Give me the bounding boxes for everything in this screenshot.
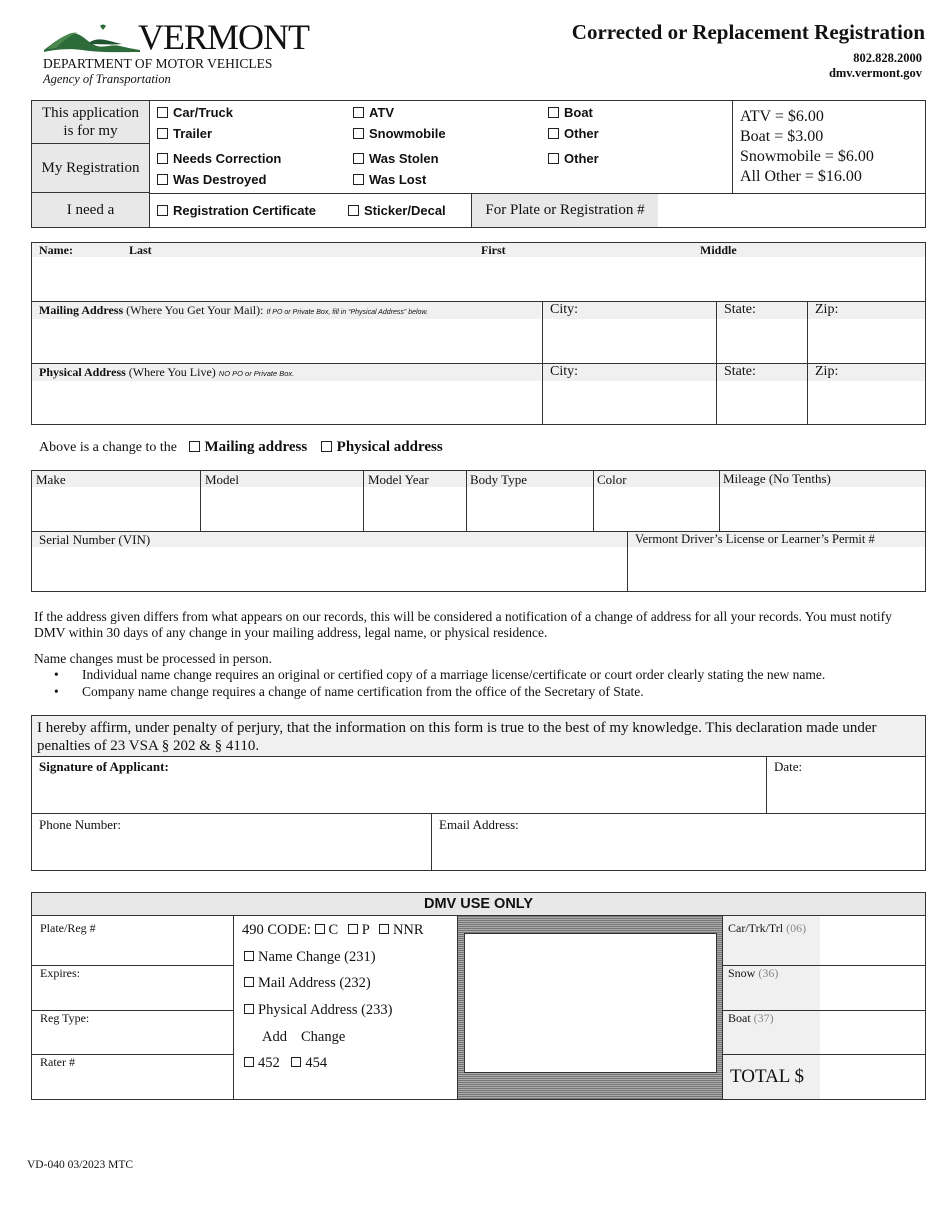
name-change-bullet-2: • Company name change requires a change of name certification from the office of the Secretary of State. — [54, 684, 644, 699]
for-label: This application is for my — [41, 105, 140, 139]
physical-city-label: City: — [550, 364, 579, 379]
last-name-label: Last — [129, 243, 152, 257]
physical-zip-label: Zip: — [815, 364, 839, 379]
signature-input[interactable] — [32, 775, 766, 813]
option-registration-certificate[interactable]: Registration Certificate — [157, 203, 316, 218]
phone-input[interactable] — [32, 833, 431, 870]
state-name: VERMONT — [138, 17, 309, 57]
code-p-checkbox[interactable]: P — [348, 922, 370, 938]
reg-type-label: Reg Type: — [40, 1011, 90, 1025]
physical-address-input[interactable] — [32, 381, 542, 424]
mailing-state-input[interactable] — [717, 319, 807, 363]
model-year-label: Model Year — [368, 472, 429, 487]
option-other-type[interactable]: Other — [548, 126, 599, 141]
model-year-input[interactable] — [364, 487, 466, 531]
boat-label: Boat (37) — [728, 1011, 774, 1025]
boat-input[interactable] — [821, 1011, 925, 1054]
change-physical-checkbox[interactable]: Physical address — [321, 439, 443, 455]
need-label-cell — [32, 193, 150, 227]
body-type-input[interactable] — [467, 487, 593, 531]
color-input[interactable] — [594, 487, 719, 531]
plate-input[interactable] — [658, 194, 925, 227]
car-trk-trl-label: Car/Trk/Trl (06) — [728, 921, 807, 935]
physical-city-input[interactable] — [543, 381, 716, 424]
plate-label-cell — [471, 194, 658, 227]
mileage-input[interactable] — [720, 487, 925, 531]
mailing-state-label: State: — [724, 302, 756, 317]
make-label: Make — [36, 472, 66, 487]
snow-input[interactable] — [821, 966, 925, 1010]
date-label: Date: — [774, 759, 803, 774]
form-id: VD-040 03/2023 MTC — [27, 1159, 134, 1171]
fee-snowmobile: Snowmobile = $6.00 — [740, 148, 874, 165]
dmv-use-only-header: DMV USE ONLY — [32, 893, 925, 916]
fee-all-other: All Other = $16.00 — [740, 168, 862, 185]
option-was-destroyed[interactable]: Was Destroyed — [157, 172, 266, 187]
option-other-reg[interactable]: Other — [548, 151, 599, 166]
phone-label: Phone Number: — [39, 817, 121, 832]
option-boat[interactable]: Boat — [548, 105, 593, 120]
option-car-truck[interactable]: Car/Truck — [157, 105, 233, 120]
expires-label: Expires: — [40, 966, 80, 980]
agency-name: Agency of Transportation — [43, 72, 171, 86]
for-label-cell — [32, 101, 150, 144]
total-input[interactable] — [821, 1055, 925, 1099]
mailing-address-label: Mailing Address (Where You Get Your Mail): If PO or Private Box, fill in “Physical Address” below. — [39, 303, 429, 317]
model-input[interactable] — [201, 487, 363, 531]
fee-boat: Boat = $3.00 — [740, 128, 824, 145]
stamp-box — [464, 933, 717, 1073]
mailing-address-input[interactable] — [32, 319, 542, 363]
code-nnr-checkbox[interactable]: NNR — [379, 922, 424, 938]
mailing-zip-label: Zip: — [815, 302, 839, 317]
address-notice: If the address given differs from what appears on our records, this will be considered a notification of a change of address for all your records. You must notify DMV within 30 days of any change in your mailing address, legal name, or physical residence. — [34, 609, 892, 640]
mail-address-checkbox[interactable]: Mail Address (232) — [244, 975, 371, 992]
name-input[interactable] — [32, 257, 925, 301]
option-atv[interactable]: ATV — [353, 105, 394, 120]
need-label: I need a — [66, 201, 115, 218]
first-name-label: First — [481, 243, 506, 257]
vin-input[interactable] — [32, 547, 627, 591]
option-trailer[interactable]: Trailer — [157, 126, 212, 141]
code-c-checkbox[interactable]: C — [315, 922, 339, 938]
mileage-label: Mileage (No Tenths) — [723, 471, 831, 486]
physical-address-label: Physical Address (Where You Live) NO PO or Private Box. — [39, 365, 295, 379]
form-title: Corrected or Replacement Registration — [571, 20, 925, 44]
dmv-website: dmv.vermont.gov — [828, 66, 922, 80]
reg-label: My Registration — [41, 159, 140, 176]
plate-label: For Plate or Registration # — [485, 202, 645, 218]
license-input[interactable] — [628, 547, 925, 591]
address-change-line — [39, 439, 443, 456]
color-label: Color — [597, 472, 627, 487]
affirmation-text: I hereby affirm, under penalty of perjury, that the information on this form is true to the best of my knowledge. This declaration made under penalties of 23 VSA § 202 & § 4110. — [32, 716, 925, 757]
mountain-logo-icon — [42, 22, 142, 56]
option-sticker-decal[interactable]: Sticker/Decal — [348, 203, 446, 218]
physical-state-label: State: — [724, 364, 756, 379]
vin-label: Serial Number (VIN) — [39, 532, 151, 547]
reg-label-cell — [32, 144, 150, 193]
name-change-bullet-1: • Individual name change requires an original or certified copy of a marriage license/certificate or court order clearly stating the new name. — [54, 667, 826, 682]
option-needs-correction[interactable]: Needs Correction — [157, 151, 281, 166]
name-change-checkbox[interactable]: Name Change (231) — [244, 949, 376, 966]
license-label: Vermont Driver’s License or Learner’s Permit # — [635, 532, 875, 546]
department-name: DEPARTMENT OF MOTOR VEHICLES — [43, 56, 273, 71]
code-452-454-row — [244, 1055, 327, 1072]
total-label: TOTAL $ — [730, 1066, 804, 1087]
option-snowmobile[interactable]: Snowmobile — [353, 126, 446, 141]
option-was-lost[interactable]: Was Lost — [353, 172, 426, 187]
mailing-city-input[interactable] — [543, 319, 716, 363]
mailing-city-label: City: — [550, 302, 579, 317]
date-input[interactable] — [767, 775, 925, 813]
email-label: Email Address: — [439, 817, 519, 832]
physical-state-input[interactable] — [717, 381, 807, 424]
code-454-checkbox[interactable]: 454 — [291, 1055, 327, 1071]
option-was-stolen[interactable]: Was Stolen — [353, 151, 439, 166]
fee-atv: ATV = $6.00 — [740, 108, 824, 125]
mailing-zip-input[interactable] — [808, 319, 925, 363]
email-input[interactable] — [432, 833, 925, 870]
body-type-label: Body Type — [470, 472, 527, 487]
name-change-notice: Name changes must be processed in person. — [34, 651, 273, 666]
physical-zip-input[interactable] — [808, 381, 925, 424]
snow-label: Snow (36) — [728, 966, 779, 980]
physical-address-checkbox[interactable]: Physical Address (233) — [244, 1002, 393, 1019]
add-change-row: Add Change — [262, 1029, 346, 1045]
plate-reg-label: Plate/Reg # — [40, 921, 96, 935]
change-prefix: Above is a change to the — [39, 440, 178, 455]
code-452-checkbox[interactable]: 452 — [244, 1055, 280, 1071]
make-input[interactable] — [32, 487, 200, 531]
model-label: Model — [205, 472, 239, 487]
code-490-row: 490 CODE: C P NNR — [242, 922, 424, 938]
rater-label: Rater # — [40, 1055, 75, 1069]
car-trk-trl-input[interactable] — [821, 917, 925, 965]
name-label: Name: — [39, 243, 73, 257]
signature-label: Signature of Applicant: — [39, 759, 169, 774]
middle-name-label: Middle — [700, 243, 737, 257]
dmv-phone: 802.828.2000 — [853, 51, 922, 65]
fee-list — [740, 107, 874, 187]
change-mailing-checkbox[interactable]: Mailing address — [189, 439, 308, 455]
